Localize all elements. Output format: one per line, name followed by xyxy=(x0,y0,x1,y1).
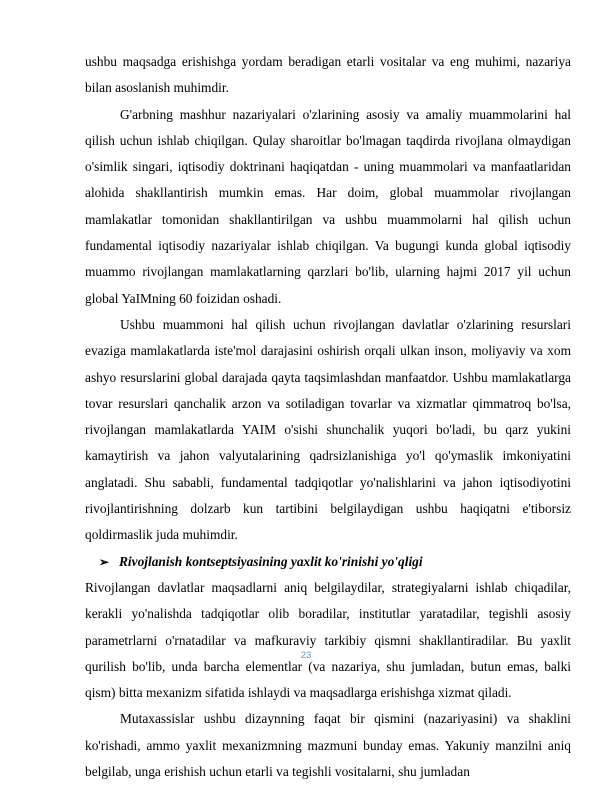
arrow-bullet-icon: ➢ xyxy=(99,554,110,569)
paragraph-4: Rivojlangan davlatlar maqsadlarni aniq belgilaydilar, strategiyalarni ishlab chiqadilar, kerakli yo'nalishda tadqiqotlar olib boradilar, institutlar yaratadilar, tegishli asosiy parametrlarni o'rnatadilar va mafkuraviy tarkibiy qismni shakllantiradilar. Bu yaxlit qurilish bo'lib, unda barcha elementlar (va nazariya, shu jumladan, butun emas, balki qism) bitta mexanizm sifatida ishlaydi va maqsadlarga erishishga xizmat qiladi. xyxy=(85,579,571,701)
paragraph-5: Mutaxassislar ushbu dizaynning faqat bir qismini (nazariyasini) va shaklini ko'rishadi, ammo yaxlit mexanizmning mazmuni bunday emas. Yakuniy manzilni aniq belgilab, unga erishish uchun etarli va tegishli vositalarni, shu jumladan xyxy=(85,711,571,780)
paragraph-3: Ushbu muammoni hal qilish uchun rivojlangan davlatlar o'zlarining resurslari evaziga mamlakatlarda iste'mol darajasini oshirish orqali ulkan inson, moliyaviy va xom ashyo resurslarini global darajada qayta taqsimlashdan manfaatdor. Ushbu mamlakatlarga tovar resurslari qanchalik arzon va sotiladigan tovarlar va xizmatlar qimmatroq bo'lsa, rivojlangan mamlakatlarda YAIM o'sishi shunchalik yuqori bo'ladi, bu qarz yukini kamaytirish va jahon valyutalarining qadrsizlanishiga yo'l qo'ymaslik imkoniyatini anglatadi. Shu sababli, fundamental tadqiqotlar yo'nalishlarini va jahon iqtisodiyotini rivojlantirishning dolzarb kun tartibini belgilaydigan ushbu haqiqatni e'tiborsiz qoldirmaslik juda muhimdir. xyxy=(85,316,571,543)
document-page xyxy=(85,49,571,785)
section-heading-text: Rivojlanish kontseptsiyasining yaxlit ko'rinishi yo'qligi xyxy=(119,553,423,569)
paragraph-1: ushbu maqsadga erishishga yordam beradigan etarli vositalar va eng muhimi, nazariya bilan asoslanish muhimdir. xyxy=(85,54,571,96)
page-number: 23 xyxy=(300,650,312,661)
section-heading xyxy=(85,549,571,575)
paragraph-2: G'arbning mashhur nazariyalari o'zlarining asosiy va amaliy muammolarini hal qilish uchun ishlab chiqilgan. Qulay sharoitlar bo'lmagan taqdirda rivojlana olmaydigan o'simlik singari, iqtisodiy doktrinani haqiqatdan - uning muammolari va manfaatlaridan alohida shakllantirish mumkin emas. Har doim, global muammolar rivojlangan mamlakatlar tomonidan shakllantirilgan va ushbu muammolarni hal qilish uchun fundamental iqtisodiy nazariyalar ishlab chiqilgan. Va bugungi kunda global iqtisodiy muammo rivojlangan mamlakatlarning qarzlari bo'lib, ularning hajmi 2017 yil uchun global YaIMning 60 foizidan oshadi. xyxy=(85,106,571,306)
